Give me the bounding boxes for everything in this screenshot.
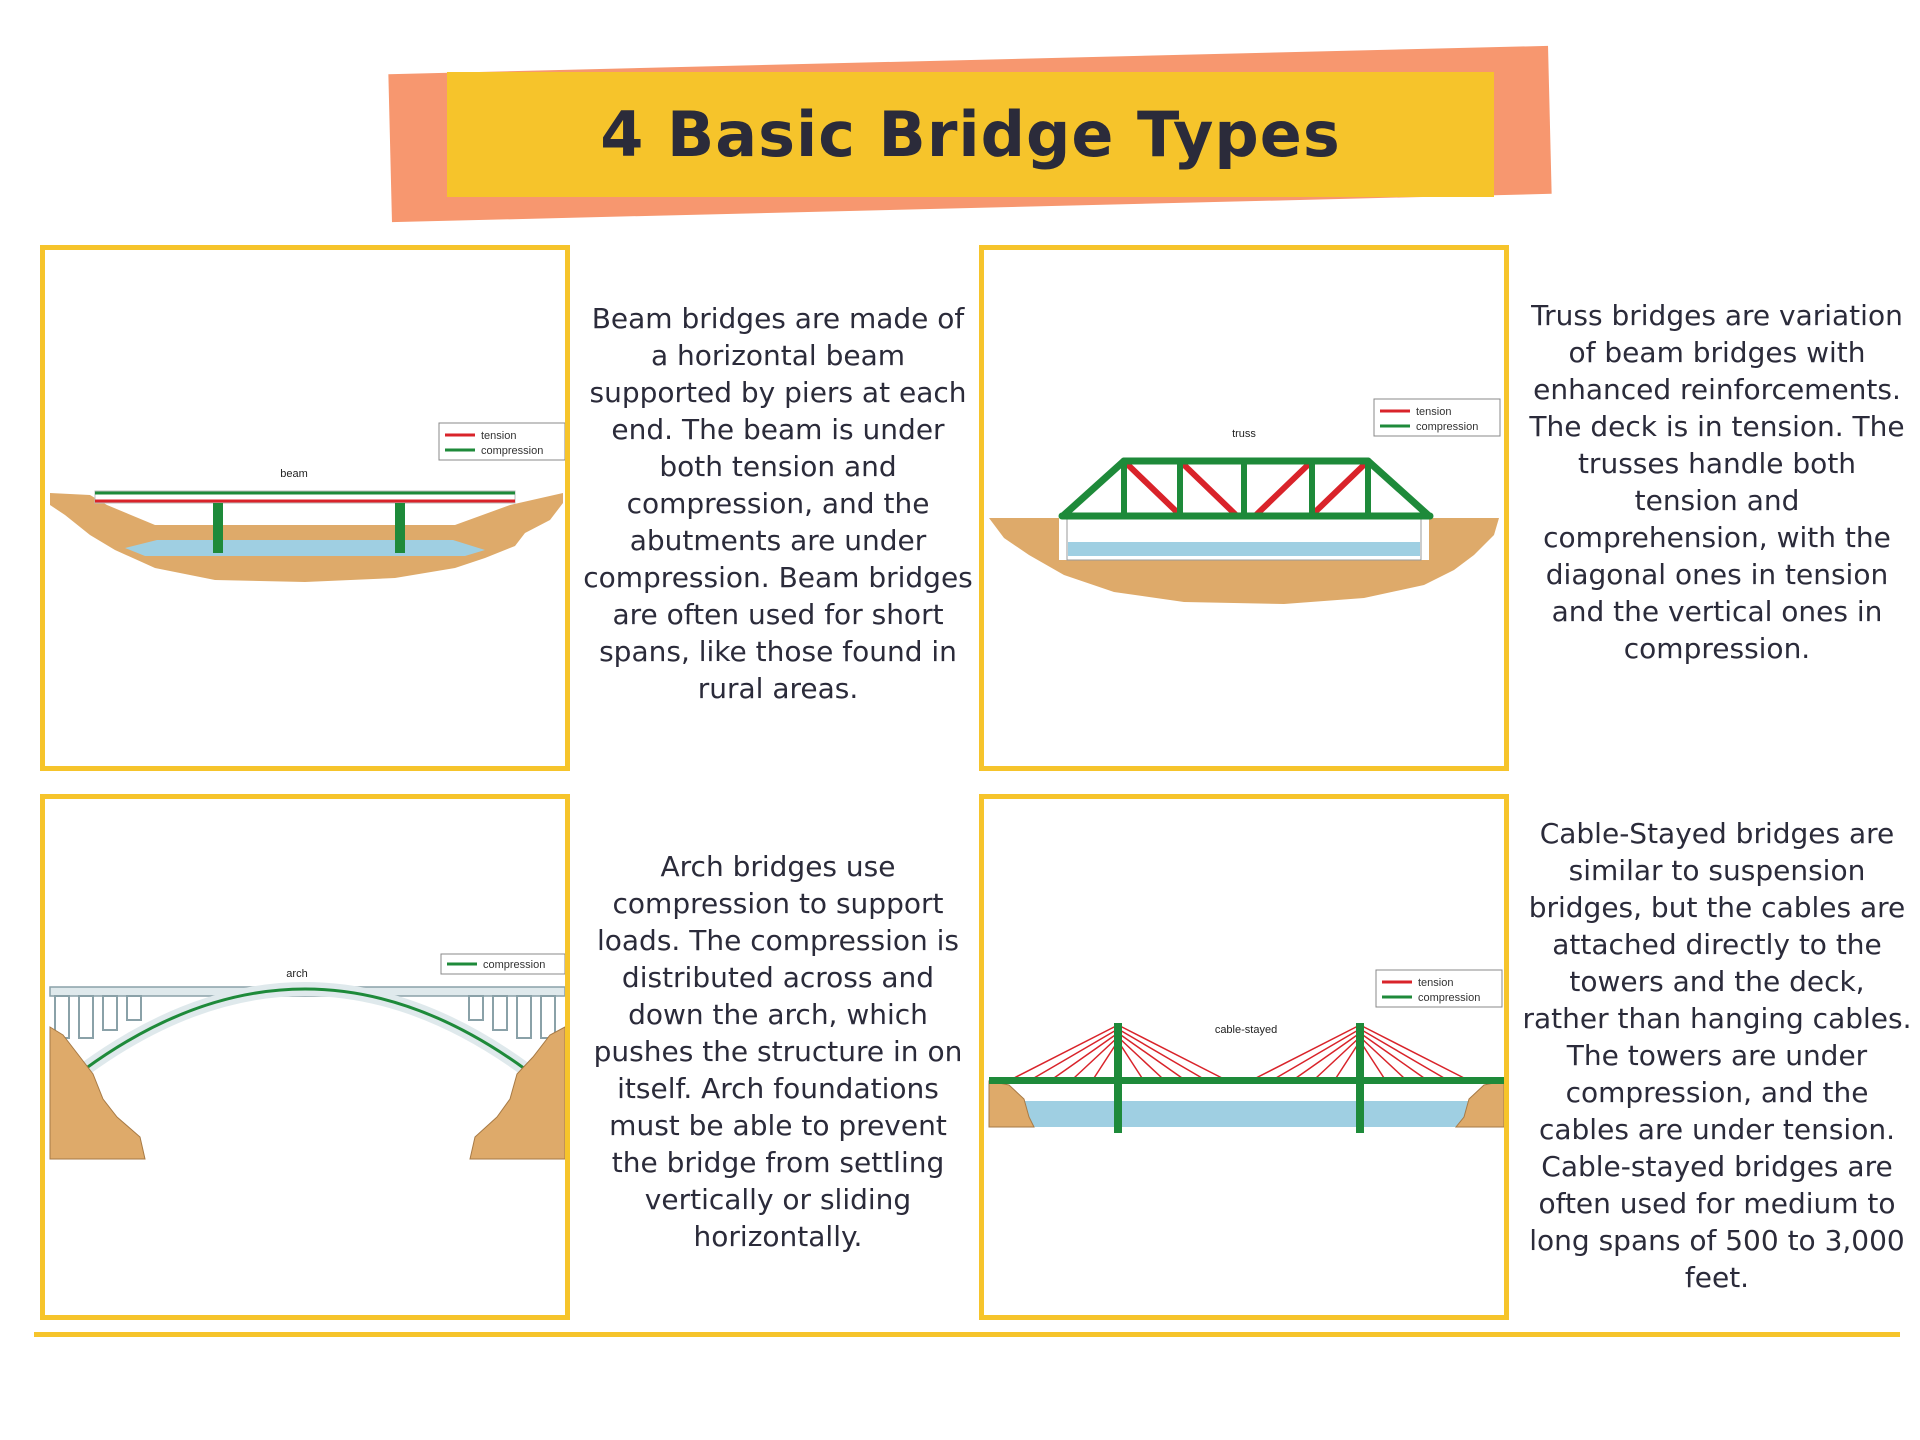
legend-tension: tension — [1416, 406, 1452, 418]
truss-bridge-diagram — [984, 250, 1504, 766]
truss-description: Truss bridges are variation of beam bridges with enhanced reinforcements. The deck is in tension. The trusses handle both tension and comprehension, with the diagonal ones in tension and the vertical ones in compression. — [1529, 299, 1905, 665]
legend-compression: compression — [1416, 421, 1479, 433]
truss-water — [1068, 542, 1420, 556]
beam-pier-right — [395, 503, 405, 553]
cable-stayed-bridge-panel — [979, 794, 1509, 1320]
page-title: 4 Basic Bridge Types — [600, 98, 1341, 171]
cable-stayed-deck — [989, 1077, 1504, 1084]
footer-divider — [34, 1332, 1900, 1337]
beam-water — [125, 540, 485, 556]
arch-bridge-panel — [40, 794, 570, 1320]
title-banner — [447, 72, 1494, 197]
arch-description: Arch bridges use compression to support loads. The compression is distributed across and down the arch, which pushes the structure in on itself. Arch foundations must be able to prevent the bridge from settling vertically or sliding horizontally. — [593, 850, 963, 1253]
cable-stayed-description: Cable-Stayed bridges are similar to suspension bridges, but the cables are attached directly to the towers and the deck, rather than hanging cables. The towers are under compression, and the cables are under tension. Cable-stayed bridges are often used for medium to long spans of 500 to 3,000 feet. — [1522, 817, 1912, 1294]
beam-earth — [50, 493, 563, 582]
cable-stayed-label: cable-stayed — [1214, 1024, 1278, 1036]
arch-label: arch — [286, 968, 308, 980]
arch-legend — [441, 954, 565, 974]
beam-pier-left — [213, 503, 223, 553]
beam-description: Beam bridges are made of a horizontal beam supported by piers at each end. The beam is under both tension and compression, and the abutments are under compression. Beam bridges are often used for short spans, like those found in rural areas. — [583, 302, 973, 705]
legend-tension: tension — [1418, 977, 1454, 989]
beam-bridge-diagram — [45, 250, 565, 766]
cable-stayed-water — [989, 1101, 1504, 1127]
truss-structure — [1062, 461, 1430, 516]
legend-tension: tension — [481, 430, 517, 442]
cable-stayed-tower-right — [1356, 1023, 1364, 1133]
arch-compression-line — [85, 989, 525, 1069]
beam-label: beam — [280, 468, 308, 480]
beam-legend — [439, 423, 565, 460]
arch-bridge-diagram — [45, 799, 565, 1315]
cable-stayed-legend — [1376, 970, 1502, 1007]
legend-compression: compression — [1418, 992, 1481, 1004]
truss-bridge-panel — [979, 245, 1509, 771]
truss-label: truss — [1232, 428, 1256, 440]
truss-legend — [1374, 399, 1500, 436]
legend-compression: compression — [481, 445, 544, 457]
legend-compression: compression — [483, 959, 546, 971]
beam-bridge-panel — [40, 245, 570, 771]
cable-stayed-tower-left — [1114, 1023, 1122, 1133]
cable-stayed-bridge-diagram — [984, 799, 1504, 1315]
